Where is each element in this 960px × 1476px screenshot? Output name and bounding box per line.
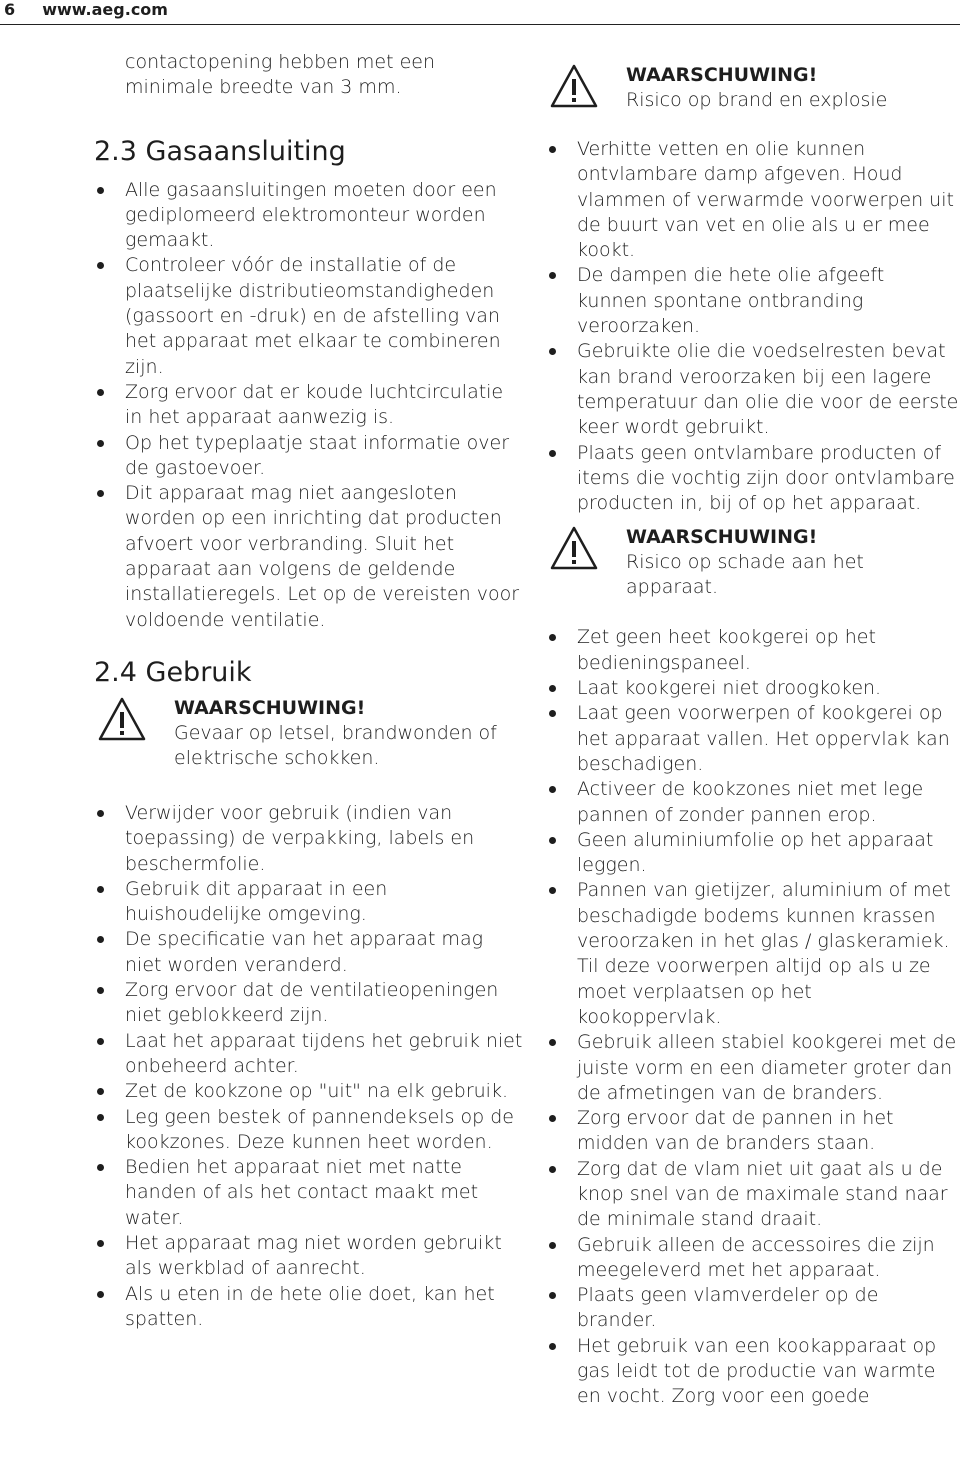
list-item: Controleer vóór de installatie of de plaatselijke distributieomstandigheden (gassoort en -druk) en de afstelling van het apparaat met elkaar te combineren zijn. — [94, 253, 524, 379]
list-item: Verhitte vetten en olie kunnen ontvlambare damp afgeven. Houd vlammen of verwarmde voorwerpen uit de buurt van vet en olie als u er mee kookt. — [546, 137, 960, 263]
bullet-icon — [549, 1166, 556, 1173]
list-item: Plaats geen ontvlambare producten of items die vochtig zijn door ontvlambare producten in, bij of op het apparaat. — [546, 441, 960, 517]
bullet-icon — [549, 146, 556, 153]
bullet-icon — [549, 450, 556, 457]
warning-text: Risico op brand en explosie — [626, 89, 888, 111]
left-column — [94, 50, 524, 1332]
bullet-icon — [549, 685, 556, 692]
bullet-icon — [97, 187, 104, 194]
list-item: Geen aluminiumfolie op het apparaat leggen. — [546, 828, 960, 879]
list-item: Laat geen voorwerpen of kookgerei op het apparaat vallen. Het oppervlak kan beschadigen. — [546, 701, 960, 777]
list-item: Laat het apparaat tijdens het gebruik niet onbeheerd achter. — [94, 1029, 524, 1080]
list-item: Alle gasaansluitingen moeten door een gediplomeerd elektromonteur worden gemaakt. — [94, 178, 524, 254]
bullet-icon — [549, 1242, 556, 1249]
list-item: Op het typeplaatje staat informatie over de gastoevoer. — [94, 431, 524, 482]
bullet-icon — [97, 389, 104, 396]
bullet-icon — [97, 1291, 104, 1298]
bullet-icon — [97, 1114, 104, 1121]
list-item: Bedien het apparaat niet met natte handen of als het contact maakt met water. — [94, 1155, 524, 1231]
bullet-icon — [97, 490, 104, 497]
bullet-icon — [97, 440, 104, 447]
list-item: Verwijder voor gebruik (indien van toepassing) de verpakking, labels en beschermfolie. — [94, 801, 524, 877]
gebruik-list — [94, 801, 524, 1332]
warning-triangle-icon — [549, 525, 599, 571]
list-item: Zet de kookzone op "uit" na elk gebruik. — [94, 1079, 524, 1104]
section-title-gebruik: 2.4 Gebruik — [94, 656, 252, 688]
list-item: Zorg dat de vlam niet uit gaat als u de knop snel van de maximale stand naar de minimale stand draait. — [546, 1157, 960, 1233]
list-item: De dampen die hete olie afgeeft kunnen spontane ontbranding veroorzaken. — [546, 263, 960, 339]
damage-risk-list — [546, 625, 960, 1409]
continued-paragraph: contactopening hebben met een minimale breedte van 3 mm. — [125, 51, 436, 99]
page-header — [4, 0, 168, 22]
warning-block-fire — [546, 63, 960, 113]
header-divider — [0, 24, 960, 25]
list-item: Dit apparaat mag niet aangesloten worden op een inrichting dat producten afvoert voor verbranding. Sluit het apparaat aan volgens de geldende installatieregels. Let op de vereisten voor voldoende ventilatie. — [94, 481, 524, 633]
bullet-icon — [549, 634, 556, 641]
bullet-icon — [97, 1038, 104, 1045]
warning-block-damage — [546, 525, 960, 600]
right-column — [546, 50, 960, 1410]
bullet-icon — [97, 1088, 104, 1095]
bullet-icon — [97, 987, 104, 994]
warning-text: Gevaar op letsel, brandwonden of elektrische schokken. — [174, 721, 497, 769]
list-item: Leg geen bestek of pannendeksels op de kookzones. Deze kunnen heet worden. — [94, 1105, 524, 1156]
bullet-icon — [549, 1039, 556, 1046]
page-number: 6 — [4, 0, 16, 19]
gasaansluiting-list — [94, 178, 524, 633]
bullet-icon — [549, 710, 556, 717]
list-item: Gebruik alleen de accessoires die zijn meegeleverd met het apparaat. — [546, 1233, 960, 1284]
warning-triangle-icon — [97, 696, 147, 742]
header-url[interactable]: www.aeg.com — [42, 0, 168, 19]
bullet-icon — [97, 262, 104, 269]
warning-title: WAARSCHUWING! — [626, 64, 818, 86]
list-item: De specificatie van het apparaat mag niet worden veranderd. — [94, 927, 524, 978]
bullet-icon — [549, 1292, 556, 1299]
list-item: Het gebruik van een kookapparaat op gas leidt tot de productie van warmte en vocht. Zorg voor een goede — [546, 1334, 960, 1410]
bullet-icon — [549, 1115, 556, 1122]
fire-risk-list — [546, 137, 960, 516]
bullet-icon — [97, 810, 104, 817]
section-title-gasaansluiting: 2.3 Gasaansluiting — [94, 135, 346, 167]
list-item: Het apparaat mag niet worden gebruikt als werkblad of aanrecht. — [94, 1231, 524, 1282]
list-item: Zorg ervoor dat er koude luchtcirculatie in het apparaat aanwezig is. — [94, 380, 524, 431]
bullet-icon — [549, 348, 556, 355]
list-item: Laat kookgerei niet droogkoken. — [546, 676, 960, 701]
bullet-icon — [97, 886, 104, 893]
bullet-icon — [549, 272, 556, 279]
warning-text: Risico op schade aan het apparaat. — [626, 551, 864, 599]
list-item: Als u eten in de hete olie doet, kan het spatten. — [94, 1282, 524, 1333]
list-item: Zet geen heet kookgerei op het bedieningspaneel. — [546, 625, 960, 676]
list-item: Zorg ervoor dat de pannen in het midden van de branders staan. — [546, 1106, 960, 1157]
list-item: Gebruik alleen stabiel kookgerei met de juiste vorm en een diameter groter dan de afmetingen van de branders. — [546, 1030, 960, 1106]
warning-triangle-icon — [549, 63, 599, 109]
list-item: Gebruikte olie die voedselresten bevat kan brand veroorzaken bij een lagere temperatuur dan olie die voor de eerste keer wordt gebruikt. — [546, 339, 960, 440]
list-item: Activeer de kookzones niet met lege pannen of zonder pannen erop. — [546, 777, 960, 828]
bullet-icon — [97, 1164, 104, 1171]
bullet-icon — [549, 1343, 556, 1350]
list-item: Pannen van gietijzer, aluminium of met beschadigde bodems kunnen krassen veroorzaken in het glas / glaskeramiek. Til deze voorwerpen altijd op als u ze moet verplaatsen op het kookoppervlak. — [546, 878, 960, 1030]
warning-title: WAARSCHUWING! — [174, 696, 366, 719]
bullet-icon — [549, 837, 556, 844]
list-item: Zorg ervoor dat de ventilatieopeningen niet geblokkeerd zijn. — [94, 978, 524, 1029]
bullet-icon — [549, 786, 556, 793]
list-item: Gebruik dit apparaat in een huishoudelijke omgeving. — [94, 877, 524, 928]
bullet-icon — [549, 887, 556, 894]
bullet-icon — [97, 1240, 104, 1247]
warning-block — [94, 696, 524, 771]
warning-title: WAARSCHUWING! — [626, 526, 818, 549]
bullet-icon — [97, 936, 104, 943]
list-item: Plaats geen vlamverdeler op de brander. — [546, 1283, 960, 1334]
